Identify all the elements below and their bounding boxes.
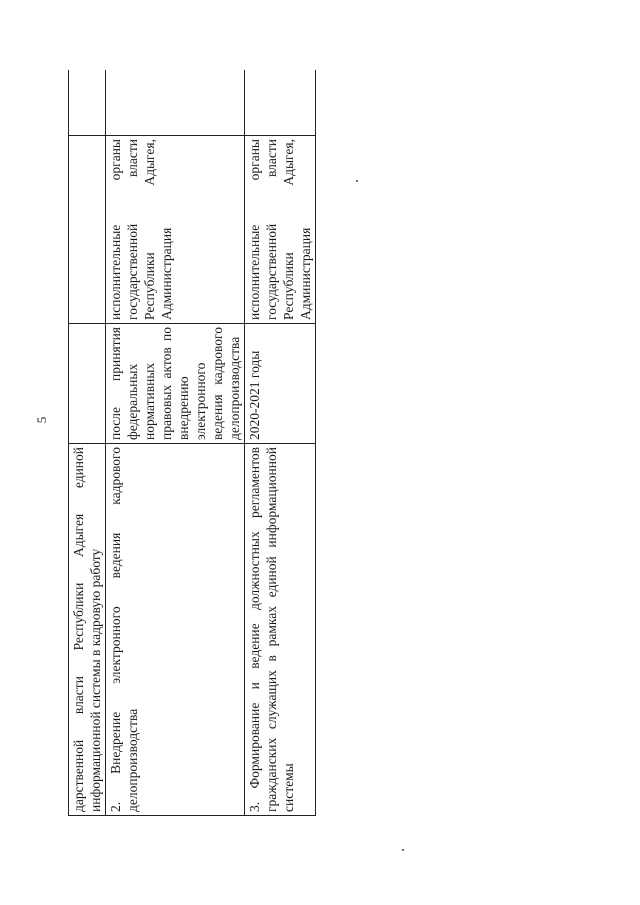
table-frame — [68, 70, 320, 816]
task-cell — [245, 444, 316, 816]
task-text: 2. Внедрение электронного ведения кадрового делопроизводства — [108, 447, 140, 812]
table-row — [106, 70, 245, 816]
responsible-cell — [69, 136, 106, 324]
responsible-text: исполнительные органы государственной власти Республики Адыгея, Администрация — [247, 139, 313, 320]
extra-cell — [106, 70, 245, 136]
deadline-cell — [106, 324, 245, 444]
task-cell — [69, 444, 106, 816]
deadline-cell — [69, 324, 106, 444]
task-text: дарственной власти Республики Адыгея единой информационной системы в кадровую работу — [71, 447, 103, 812]
extra-cell — [245, 70, 316, 136]
scan-speck — [402, 849, 404, 851]
task-cell — [106, 444, 245, 816]
deadline-text: 2020-2021 годы — [247, 350, 262, 440]
table-row — [245, 70, 316, 816]
rotated-table-container — [68, 70, 320, 816]
deadline-text: после принятия федеральных нормативных правовых актов по внедрению электронного ведения кадрового делопроизводства — [108, 327, 242, 440]
responsible-cell — [106, 136, 245, 324]
table-row — [69, 70, 106, 816]
task-text: 3. Формирование и ведение должностных регламентов гражданских служащих в рамках единой информационной системы — [247, 447, 296, 812]
deadline-cell — [245, 324, 316, 444]
scan-speck — [356, 180, 358, 182]
measures-table — [68, 70, 316, 816]
responsible-text: исполнительные органы государственной власти Республики Адыгея, Администрация — [108, 139, 174, 320]
page-number: 5 — [34, 416, 49, 424]
extra-cell — [69, 70, 106, 136]
responsible-cell — [245, 136, 316, 324]
